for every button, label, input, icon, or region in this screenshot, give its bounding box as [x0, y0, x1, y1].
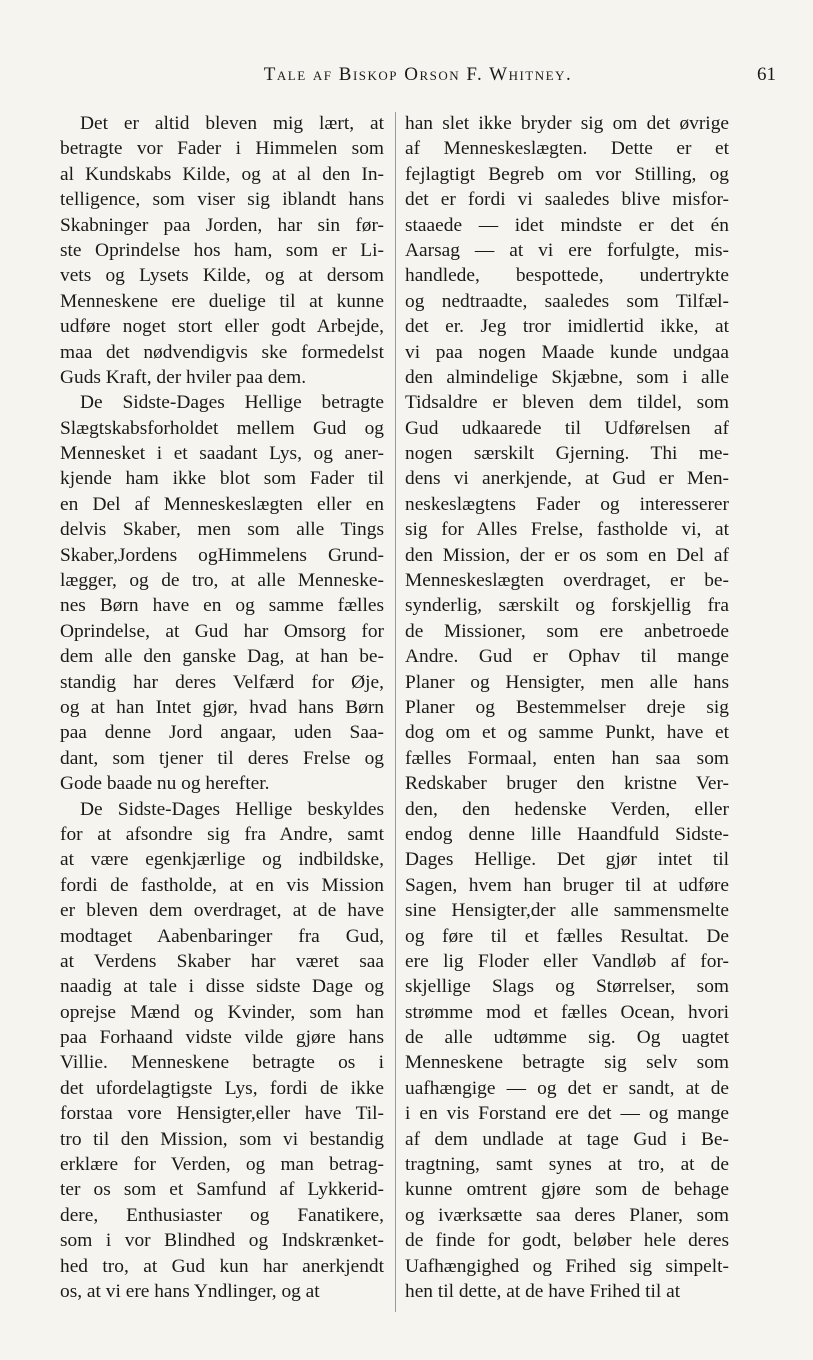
text-line: Andre. Gud er Ophav til mange — [405, 646, 729, 668]
running-title: Tale af Biskop Orson F. Whitney. — [263, 64, 573, 85]
text-line: Dages Hellige. Det gjør intet til — [405, 849, 729, 871]
running-header — [60, 64, 776, 92]
text-line: Aarsag — at vi ere forfulgte, mis- — [405, 239, 729, 261]
text-line: at være egenkjærlige og indbildske, — [60, 849, 384, 871]
text-line: dog om et og samme Punkt, have et — [405, 722, 729, 744]
text-line: vi paa nogen Maade kunde undgaa — [405, 341, 729, 363]
text-line: paa denne Jord angaar, uden Saa- — [60, 722, 384, 744]
text-line: sine Hensigter,der alle sammensmelte — [405, 900, 729, 922]
text-line: det er fordi vi saaledes blive misfor- — [405, 189, 729, 211]
right-column — [405, 111, 729, 1304]
text-line: Oprindelse, at Gud har Omsorg for — [60, 620, 384, 642]
text-line: den almindelige Skjæbne, som i alle — [405, 366, 729, 388]
text-line: ter os som et Samfund af Lykkerid- — [60, 1179, 384, 1201]
text-line: Redskaber bruger den kristne Ver- — [405, 773, 729, 795]
text-line: De Sidste-Dages Hellige beskyldes — [80, 798, 384, 820]
text-line: Tidsaldre er bleven dem tildel, som — [405, 392, 729, 414]
text-line: han slet ikke bryder sig om det øvrige — [405, 113, 729, 134]
text-line: dem alle den ganske Dag, at han be- — [60, 646, 384, 668]
text-line: Menneskene ere duelige til at kunne — [60, 290, 384, 312]
text-line: og føre til et fælles Resultat. De — [405, 925, 729, 947]
text-line: strømme mod et fælles Ocean, hvori — [405, 1001, 729, 1023]
text-line: synderlig, særskilt og forskjellig fra — [405, 595, 729, 617]
text-line: Planer og Hensigter, men alle hans — [405, 671, 729, 693]
text-line: endog denne lille Haandfuld Sidste- — [405, 823, 729, 845]
text-line: for at afsondre sig fra Andre, samt — [60, 823, 384, 845]
text-line: sig for Alles Frelse, fastholde vi, at — [405, 519, 729, 541]
text-line: kjende ham ikke blot som Fader til — [60, 468, 384, 490]
text-line: af Menneskeslægten. Dette er et — [405, 138, 729, 160]
text-line: skjellige Slags og Størrelser, som — [405, 976, 729, 998]
text-line: forstaa vore Hensigter,eller have Til- — [60, 1103, 384, 1125]
text-line: den, den hedenske Verden, eller — [405, 798, 729, 820]
text-line: erklære for Verden, og man betrag- — [60, 1154, 384, 1176]
text-line: Det er altid bleven mig lært, at — [80, 113, 384, 134]
page-number: 61 — [757, 64, 776, 85]
text-line: det er. Jeg tror imidlertid ikke, at — [405, 316, 729, 338]
text-line: oprejse Mænd og Kvinder, som han — [60, 1001, 384, 1023]
text-line: af dem undlade at tage Gud i Be- — [405, 1128, 729, 1150]
text-line: vets og Lysets Kilde, og at dersom — [60, 265, 384, 287]
text-line: Gode baade nu og herefter. — [60, 773, 270, 795]
text-line: nes Børn have en og samme fælles — [60, 595, 384, 617]
text-line: udføre noget stort eller godt Arbejde, — [60, 316, 384, 338]
text-line: som i vor Blindhed og Indskrænket- — [60, 1230, 384, 1252]
text-line: i en vis Forstand ere det — og mange — [405, 1103, 729, 1125]
text-line: Sagen, hvem han bruger til at udføre — [405, 874, 729, 896]
text-line: Guds Kraft, der hviler paa dem. — [60, 366, 307, 388]
text-line: en Del af Menneskeslægten eller en — [60, 493, 384, 515]
text-line: lægger, og de tro, at alle Menneske- — [60, 570, 384, 592]
text-line: al Kundskabs Kilde, og at al den In- — [60, 163, 384, 185]
text-line: fejlagtigt Begreb om vor Stilling, og — [405, 163, 729, 185]
text-line: det ufordelagtigste Lys, fordi de ikke — [60, 1077, 384, 1099]
text-line: nogen særskilt Gjerning. Thi me- — [405, 443, 729, 465]
text-line: naadig at tale i disse sidste Dage og — [60, 976, 384, 998]
text-line: hed tro, at Gud kun har anerkjendt — [60, 1255, 384, 1277]
text-line: telligence, som viser sig iblandt hans — [60, 189, 384, 211]
text-line: hen til dette, at de have Frihed til at — [405, 1280, 681, 1302]
text-line: Skabninger paa Jorden, har sin før- — [60, 214, 384, 236]
text-line: uafhængige — og det er sandt, at de — [405, 1077, 729, 1099]
text-line: os, at vi ere hans Yndlinger, og at — [60, 1280, 320, 1302]
text-line: fordi de fastholde, at en vis Mission — [60, 874, 384, 896]
text-line: staaede — idet mindste er det én — [405, 214, 729, 236]
text-line: og nedtraadte, saaledes som Tilfæl- — [405, 290, 729, 312]
text-line: Slægtskabsforholdet mellem Gud og — [60, 417, 384, 439]
text-line: paa Forhaand vidste vilde gjøre hans — [60, 1027, 384, 1049]
text-line: Planer og Bestemmelser dreje sig — [405, 696, 729, 718]
text-line: fælles Formaal, enten han saa som — [405, 747, 729, 769]
text-line: ere lig Floder eller Vandløb af for- — [405, 950, 729, 972]
text-line: Menneskeslægten overdraget, er be- — [405, 570, 729, 592]
text-line: handlede, bespottede, undertrykte — [405, 265, 729, 287]
text-line: Menneskene betragte sig selv som — [405, 1052, 729, 1074]
text-line: standig har deres Velfærd for Øje, — [60, 671, 384, 693]
text-line: og at han Intet gjør, hvad hans Børn — [60, 696, 384, 718]
text-line: er bleven dem overdraget, at de have — [60, 900, 384, 922]
text-line: Gud udkaarede til Udførelsen af — [405, 417, 729, 439]
text-line: kunne omtrent gjøre som de behage — [405, 1179, 729, 1201]
text-line: Mennesket i et saadant Lys, og aner- — [60, 443, 384, 465]
text-line: delvis Skaber, men som alle Tings — [60, 519, 384, 541]
text-line: at Verdens Skaber har været saa — [60, 950, 384, 972]
text-line: de finde for godt, beløber hele deres — [405, 1230, 729, 1252]
text-line: modtaget Aabenbaringer fra Gud, — [60, 925, 384, 947]
text-line: De Sidste-Dages Hellige betragte — [80, 392, 384, 414]
text-line: og iværksætte saa deres Planer, som — [405, 1204, 729, 1226]
text-line: Skaber,Jordens ogHimmelens Grund- — [60, 544, 384, 566]
text-line: tro til den Mission, som vi bestandig — [60, 1128, 384, 1150]
text-line: betragte vor Fader i Himmelen som — [60, 138, 384, 160]
text-line: Villie. Menneskene betragte os i — [60, 1052, 384, 1074]
text-line: dant, som tjener til deres Frelse og — [60, 747, 384, 769]
text-line: ste Oprindelse hos ham, som er Li- — [60, 239, 384, 261]
column-divider — [395, 112, 396, 1312]
left-column — [60, 111, 384, 1304]
text-line: Uafhængighed og Frihed sig simpelt- — [405, 1255, 729, 1277]
text-line: dere, Enthusiaster og Fanatikere, — [60, 1204, 384, 1226]
text-line: maa det nødvendigvis ske formedelst — [60, 341, 384, 363]
text-line: tragtning, samt synes at tro, at de — [405, 1154, 729, 1176]
text-line: dens vi anerkjende, at Gud er Men- — [405, 468, 729, 490]
text-line: de alle udtømme sig. Og uagtet — [405, 1027, 729, 1049]
text-line: den Mission, der er os som en Del af — [405, 544, 729, 566]
text-line: neskeslægtens Fader og interesserer — [405, 493, 729, 515]
text-line: de Missioner, som ere anbetroede — [405, 620, 729, 642]
